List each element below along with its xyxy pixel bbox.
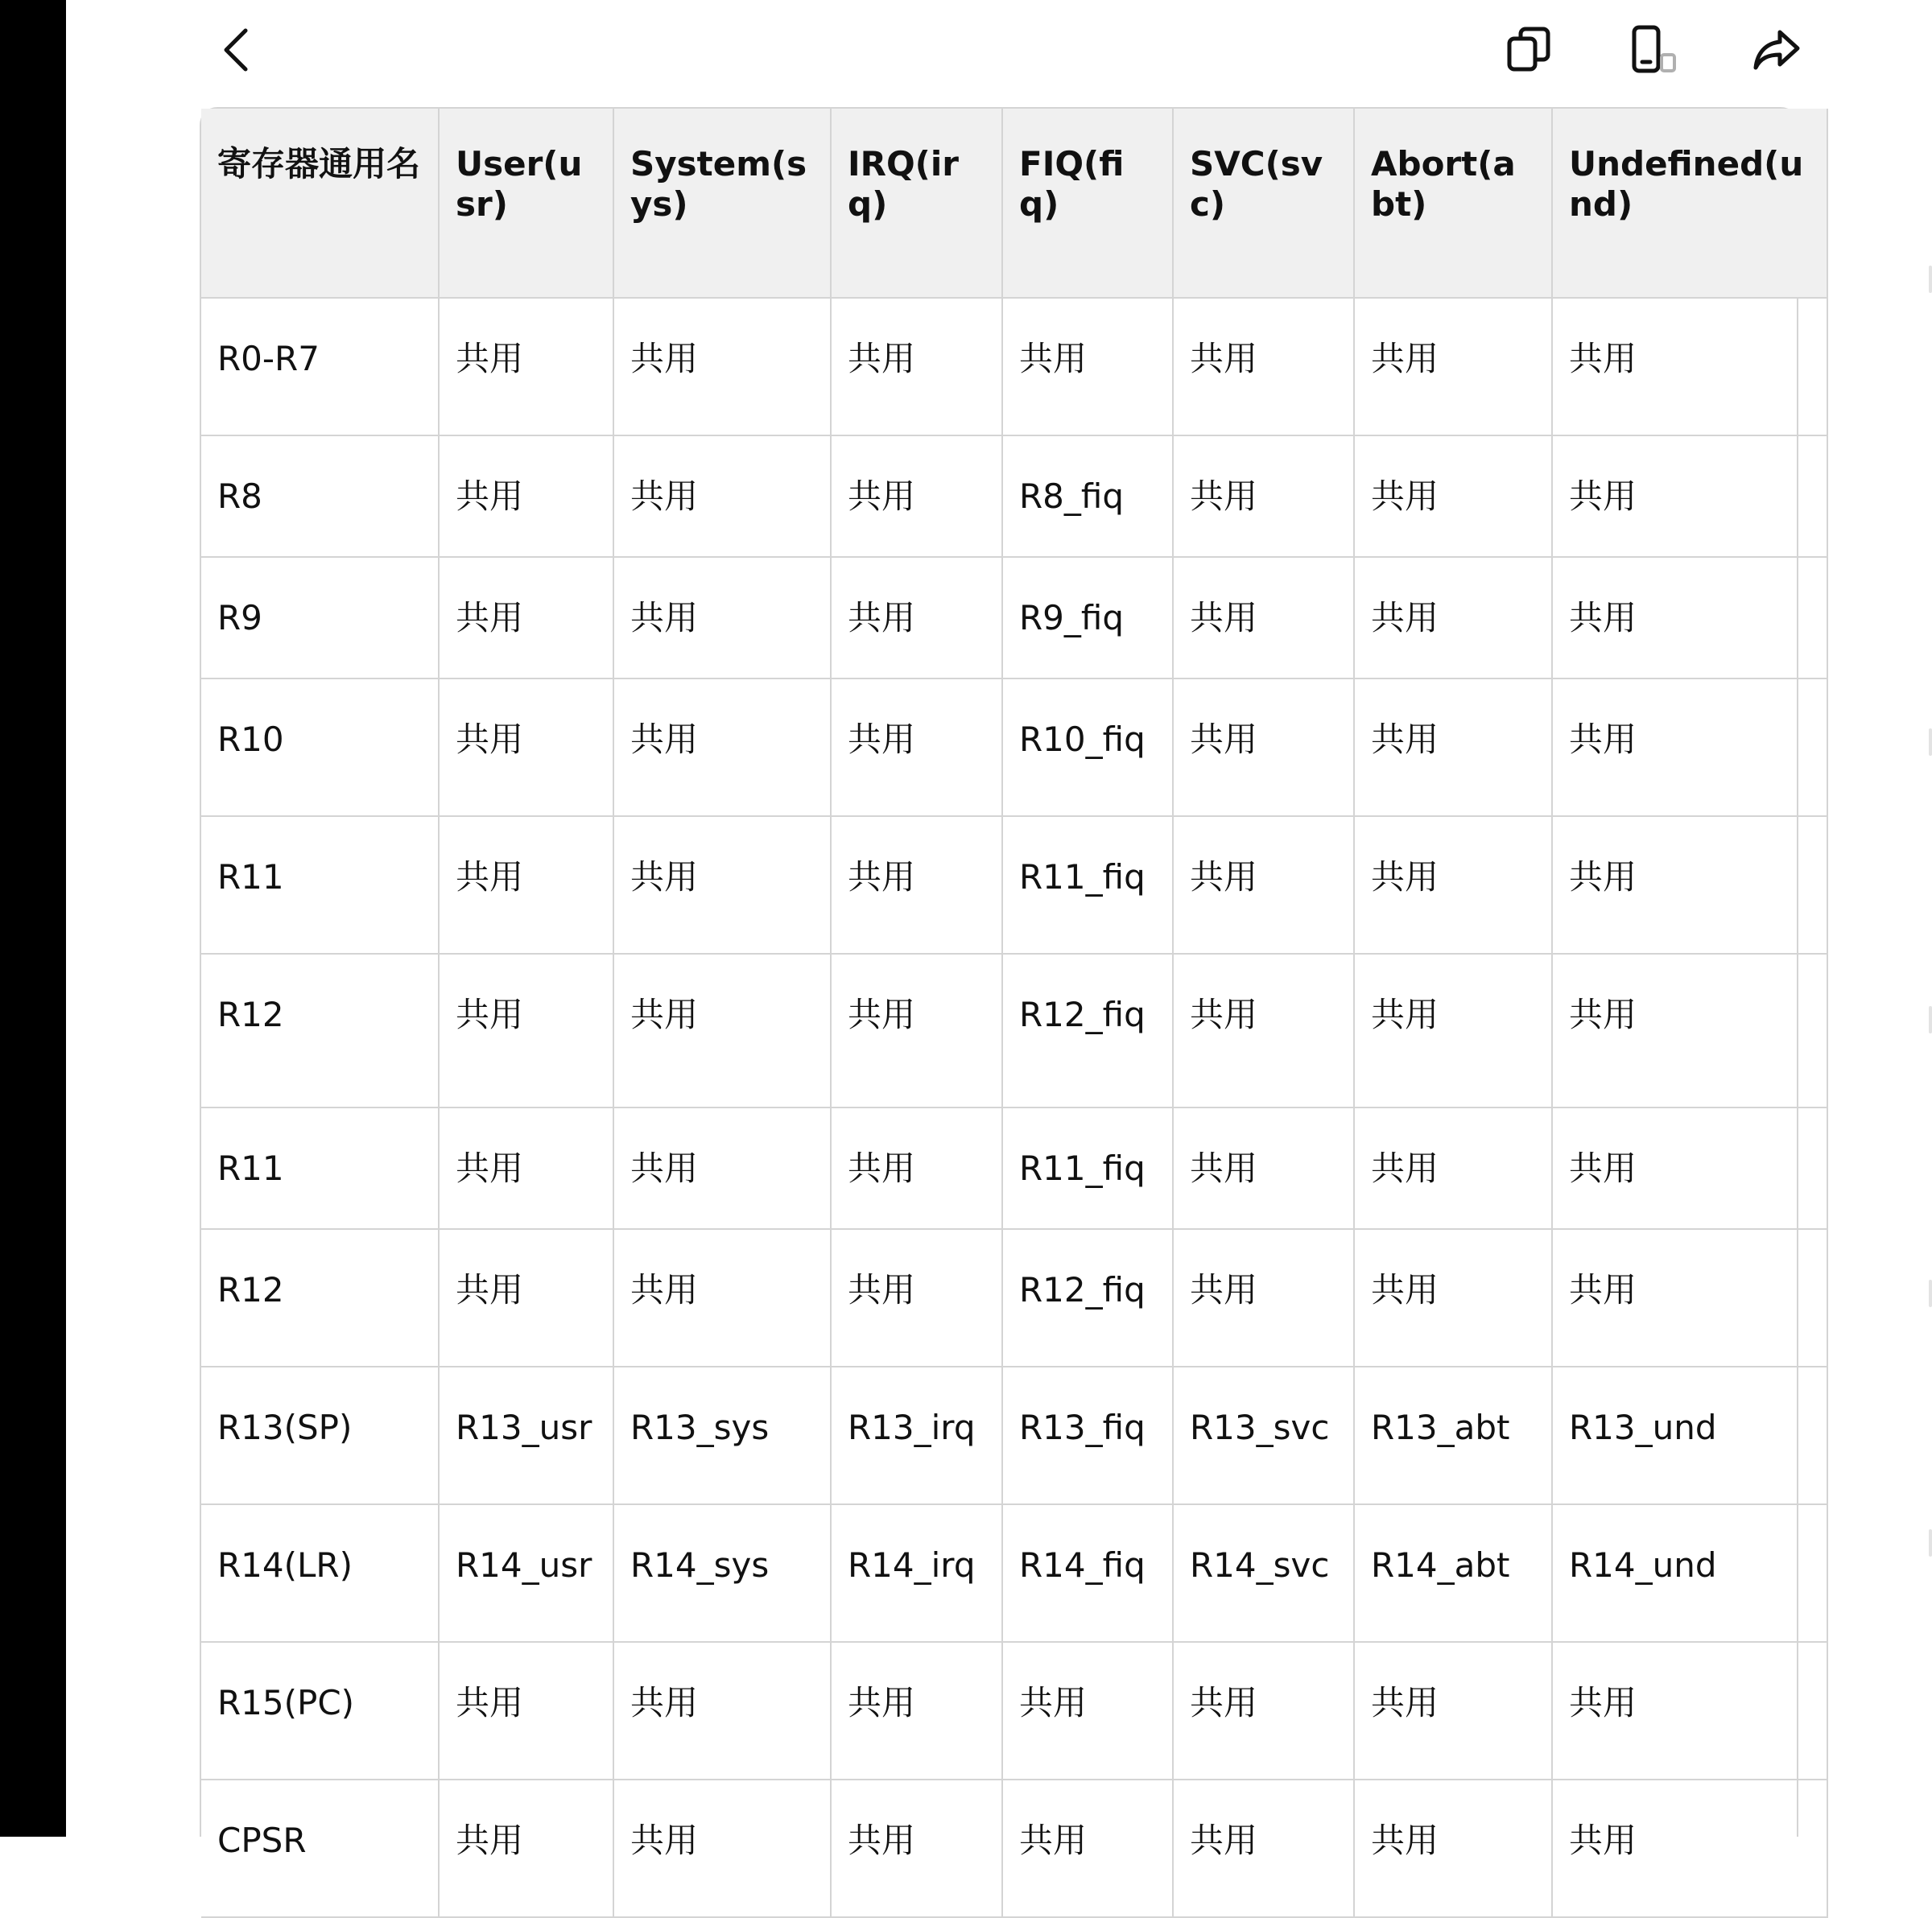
table-cell: 共用 xyxy=(1552,435,1827,557)
table-cell: 共用 xyxy=(831,1642,1002,1780)
table-header-row xyxy=(201,109,1827,298)
table-cell: 共用 xyxy=(1354,298,1552,435)
table-row xyxy=(201,679,1827,816)
table-row xyxy=(201,1642,1827,1780)
table-cell: R13_abt xyxy=(1354,1367,1552,1504)
table-cell: 共用 xyxy=(831,1780,1002,1917)
table-cell: 共用 xyxy=(1173,1780,1354,1917)
table-cell: 共用 xyxy=(831,679,1002,816)
register-name-cell: R9 xyxy=(201,557,439,679)
table-cell: 共用 xyxy=(1173,679,1354,816)
register-name-cell: R11 xyxy=(201,1107,439,1229)
register-name-cell: R14(LR) xyxy=(201,1504,439,1642)
table-cell: 共用 xyxy=(1354,954,1552,1107)
table-cell: 共用 xyxy=(613,954,831,1107)
left-black-bar xyxy=(0,0,66,1837)
table-header-cell: Undefined(und) xyxy=(1552,109,1827,298)
table-cell: 共用 xyxy=(613,435,831,557)
table-cell: 共用 xyxy=(831,816,1002,954)
register-name-cell: R12 xyxy=(201,1229,439,1367)
table-cell: 共用 xyxy=(1173,557,1354,679)
top-toolbar xyxy=(66,0,1932,101)
table-cell: 共用 xyxy=(1354,557,1552,679)
table-header-cell: SVC(svc) xyxy=(1173,109,1354,298)
table-cell: 共用 xyxy=(1354,1642,1552,1780)
table-row xyxy=(201,298,1827,435)
table-row xyxy=(201,1780,1827,1917)
table-cell: 共用 xyxy=(1002,1642,1173,1780)
table-cell: R14_irq xyxy=(831,1504,1002,1642)
table-header-cell: System(sys) xyxy=(613,109,831,298)
table-cell: 共用 xyxy=(439,1107,613,1229)
table-cell: 共用 xyxy=(1552,557,1827,679)
table-row xyxy=(201,1229,1827,1367)
table-cell: 共用 xyxy=(613,679,831,816)
table-header-cell: 寄存器通用名 xyxy=(201,109,439,298)
table-cell: 共用 xyxy=(1354,679,1552,816)
table-cell: 共用 xyxy=(1552,816,1827,954)
register-name-cell: CPSR xyxy=(201,1780,439,1917)
register-table-container[interactable] xyxy=(200,107,1804,1860)
table-cell: R13_irq xyxy=(831,1367,1002,1504)
share-icon xyxy=(1751,24,1802,76)
table-header-cell: User(usr) xyxy=(439,109,613,298)
table-cell: R14_und xyxy=(1552,1504,1827,1642)
table-cell: 共用 xyxy=(1354,1229,1552,1367)
scroll-mark xyxy=(1929,266,1932,293)
table-cell: 共用 xyxy=(439,435,613,557)
table-cell: 共用 xyxy=(439,1642,613,1780)
table-row xyxy=(201,816,1827,954)
table-cell: R13_sys xyxy=(613,1367,831,1504)
table-cell: 共用 xyxy=(439,298,613,435)
rotate-screen-button[interactable] xyxy=(1620,18,1684,82)
register-name-cell: R0-R7 xyxy=(201,298,439,435)
register-name-cell: R15(PC) xyxy=(201,1642,439,1780)
table-cell: 共用 xyxy=(1354,816,1552,954)
table-cell: 共用 xyxy=(831,954,1002,1107)
table-cell: 共用 xyxy=(1552,1642,1827,1780)
table-cell: 共用 xyxy=(1354,1780,1552,1917)
table-cell: 共用 xyxy=(1173,816,1354,954)
table-cell: 共用 xyxy=(831,557,1002,679)
table-cell: 共用 xyxy=(831,435,1002,557)
table-row xyxy=(201,954,1827,1107)
table-cell: 共用 xyxy=(1552,1780,1827,1917)
table-cell: R13_usr xyxy=(439,1367,613,1504)
table-header-cell: FIQ(fiq) xyxy=(1002,109,1173,298)
table-cell: R14_fiq xyxy=(1002,1504,1173,1642)
table-cell: 共用 xyxy=(439,816,613,954)
chevron-left-icon xyxy=(213,24,265,76)
table-cell: 共用 xyxy=(613,1229,831,1367)
table-cell: 共用 xyxy=(613,1642,831,1780)
table-cell: 共用 xyxy=(831,1107,1002,1229)
table-cell: R10_fiq xyxy=(1002,679,1173,816)
table-cell: R11_fiq xyxy=(1002,1107,1173,1229)
scroll-mark xyxy=(1929,1280,1932,1307)
register-table xyxy=(201,109,1828,1918)
table-cell: 共用 xyxy=(1354,1107,1552,1229)
register-name-cell: R10 xyxy=(201,679,439,816)
table-cell: 共用 xyxy=(1552,1229,1827,1367)
table-row xyxy=(201,1107,1827,1229)
table-cell: 共用 xyxy=(439,557,613,679)
scroll-track[interactable] xyxy=(1926,0,1932,1837)
share-button[interactable] xyxy=(1744,18,1809,82)
rotate-screen-icon xyxy=(1626,24,1678,76)
table-cell: R14_svc xyxy=(1173,1504,1354,1642)
table-cell: 共用 xyxy=(1173,1107,1354,1229)
table-cell: R14_sys xyxy=(613,1504,831,1642)
table-cell: 共用 xyxy=(1552,1107,1827,1229)
table-cell: 共用 xyxy=(613,557,831,679)
table-cell: 共用 xyxy=(1002,298,1173,435)
table-cell: 共用 xyxy=(439,1229,613,1367)
table-cell: 共用 xyxy=(1173,1642,1354,1780)
table-row xyxy=(201,557,1827,679)
table-cell: 共用 xyxy=(1552,298,1827,435)
table-cell: 共用 xyxy=(1552,679,1827,816)
table-cell: 共用 xyxy=(1552,954,1827,1107)
table-cell: R14_abt xyxy=(1354,1504,1552,1642)
register-name-cell: R11 xyxy=(201,816,439,954)
table-cell: 共用 xyxy=(831,1229,1002,1367)
table-cell: R12_fiq xyxy=(1002,954,1173,1107)
table-cell: R12_fiq xyxy=(1002,1229,1173,1367)
table-cell: 共用 xyxy=(439,954,613,1107)
table-cell: R14_usr xyxy=(439,1504,613,1642)
table-body xyxy=(201,298,1827,1917)
table-row xyxy=(201,1367,1827,1504)
table-cell: 共用 xyxy=(439,679,613,816)
table-cell: 共用 xyxy=(1173,954,1354,1107)
table-cell: 共用 xyxy=(613,1107,831,1229)
table-cell: R13_fiq xyxy=(1002,1367,1173,1504)
table-cell: 共用 xyxy=(613,298,831,435)
table-cell: R13_und xyxy=(1552,1367,1827,1504)
back-button[interactable] xyxy=(207,18,271,82)
table-cell: 共用 xyxy=(831,298,1002,435)
scroll-mark xyxy=(1929,1006,1932,1033)
table-cell: 共用 xyxy=(1354,435,1552,557)
scroll-mark xyxy=(1929,1529,1932,1557)
table-header-cell: IRQ(irq) xyxy=(831,109,1002,298)
table-cell: 共用 xyxy=(1173,1229,1354,1367)
table-cell: R11_fiq xyxy=(1002,816,1173,954)
table-cell: R13_svc xyxy=(1173,1367,1354,1504)
register-name-cell: R13(SP) xyxy=(201,1367,439,1504)
copy-button[interactable] xyxy=(1496,18,1561,82)
table-row xyxy=(201,435,1827,557)
table-cell: 共用 xyxy=(1173,435,1354,557)
table-cell: 共用 xyxy=(613,816,831,954)
table-cell: 共用 xyxy=(1173,298,1354,435)
scroll-mark xyxy=(1929,728,1932,756)
register-name-cell: R8 xyxy=(201,435,439,557)
table-header-cell: Abort(abt) xyxy=(1354,109,1552,298)
table-cell: 共用 xyxy=(439,1780,613,1917)
table-cell: 共用 xyxy=(613,1780,831,1917)
table-cell: R8_fiq xyxy=(1002,435,1173,557)
table-cell: R9_fiq xyxy=(1002,557,1173,679)
table-cell: 共用 xyxy=(1002,1780,1173,1917)
copy-icon xyxy=(1503,24,1554,76)
register-name-cell: R12 xyxy=(201,954,439,1107)
table-row xyxy=(201,1504,1827,1642)
